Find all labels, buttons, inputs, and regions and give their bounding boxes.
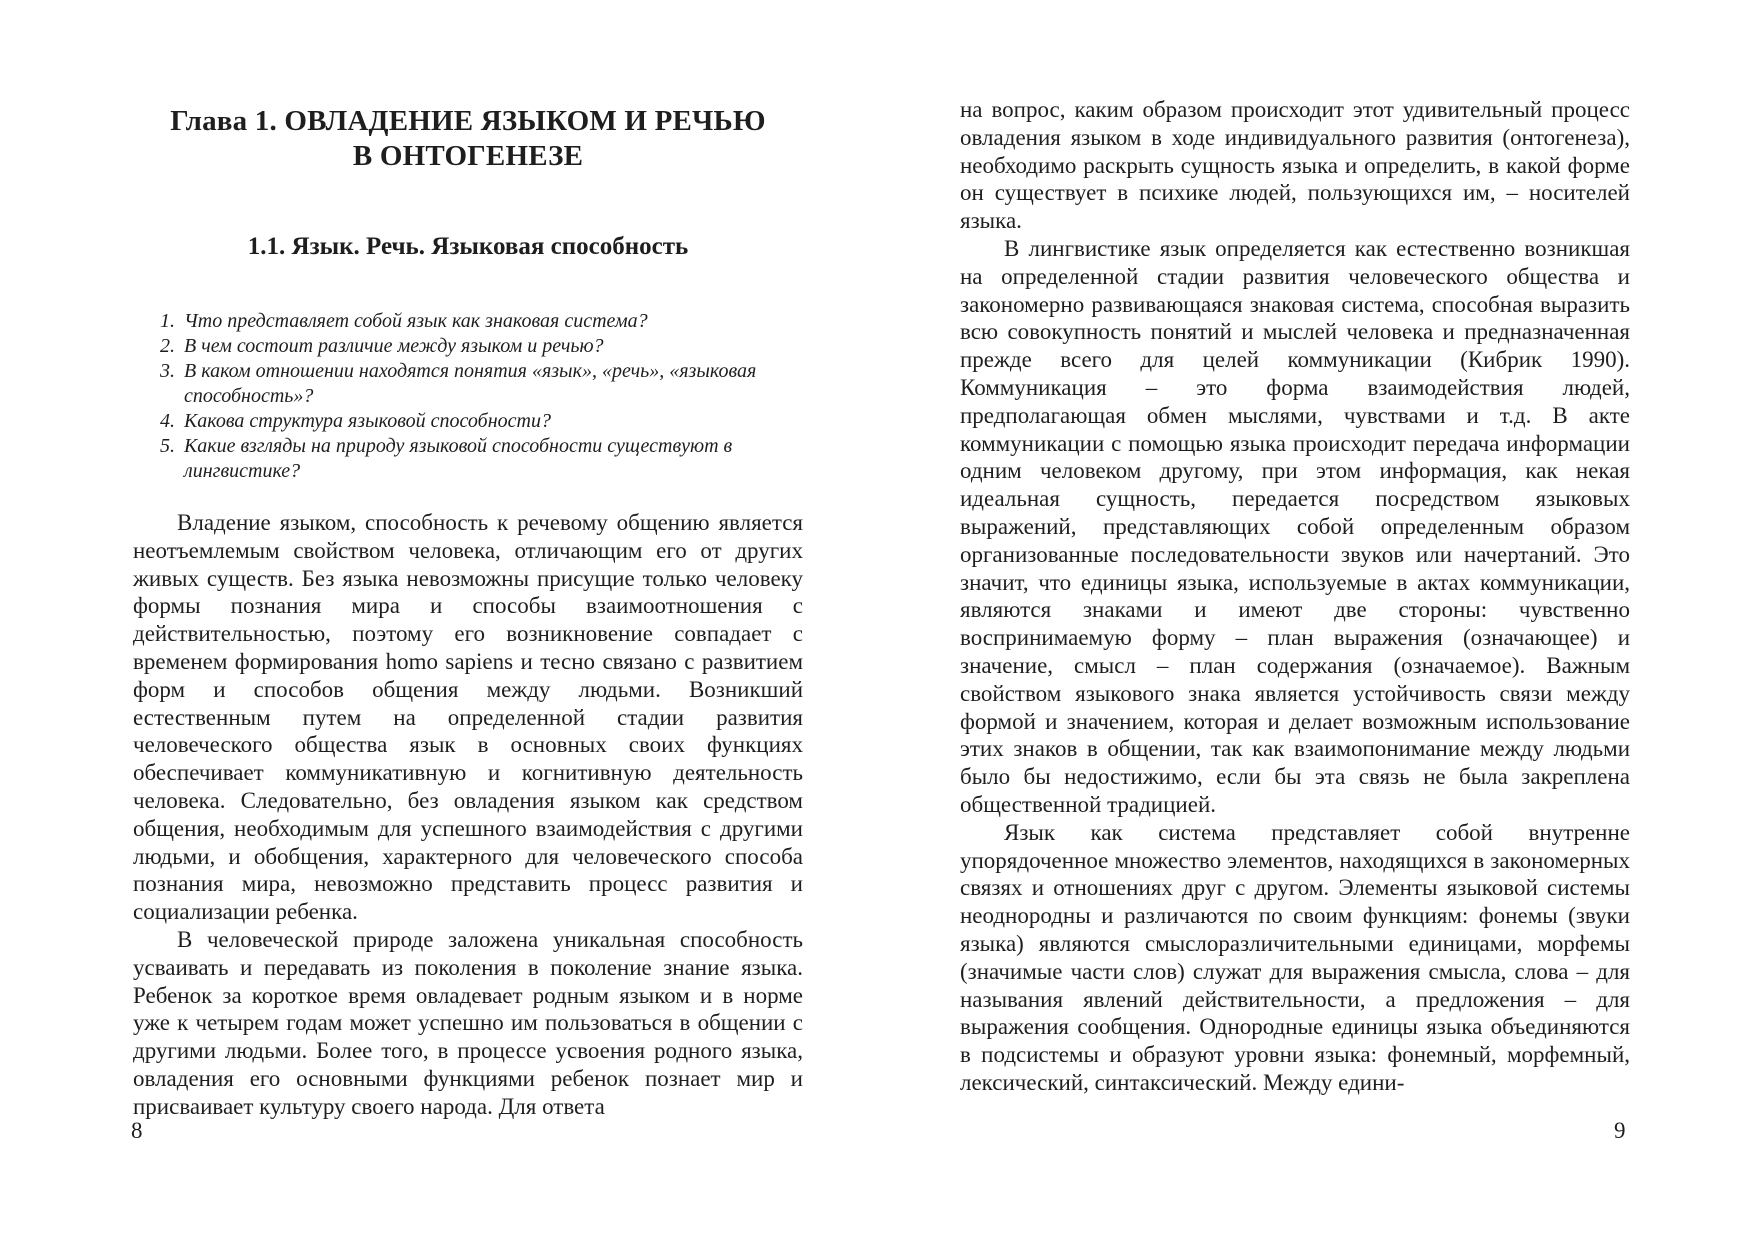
- chapter-title-line-2: В ОНТОГЕНЕЗЕ: [352, 140, 584, 172]
- chapter-title: [133, 104, 803, 174]
- left-page-body: [133, 509, 803, 1121]
- page-number-right: 9: [1614, 1118, 1626, 1143]
- question-item: 5. Какие взгляды на природу языковой способности существуют в лингвистике?: [180, 434, 803, 484]
- section-title: 1.1. Язык. Речь. Языковая способность: [247, 233, 689, 260]
- question-item: 4. Какова структура языковой способности?: [180, 409, 803, 434]
- body-paragraph: Владение языком, способность к речевому общению является неотъемлемым свойством человека, отличающим его от других живых существ. Без языка невозможны присущие только человеку формы познания мира и способы взаимоотношения с действительностью, поэтому его возникновение совпадает с временем формирования homo sapiens и тесно связано с развитием форм и способов общения между людьми. Возникший естественным путем на определенной стадии развития человеческого общества язык в основных своих функциях обеспечивает коммуникативную и когнитивную деятельность человека. Следовательно, без овладения языком как средством общения, необходимым для успешного взаимодействия с другими людьми, и обобщения, характерного для человеческого способа познания мира, невозможно представить процесс развития и социализации ребенка.: [133, 510, 803, 925]
- review-questions-list: [133, 309, 803, 484]
- right-page-body: [960, 96, 1630, 1097]
- left-page: [0, 0, 877, 1240]
- question-item: 3. В каком отношении находятся понятия «язык», «речь», «языковая способность»?: [180, 359, 803, 409]
- body-paragraph: В человеческой природе заложена уникальная способность усваивать и передавать из поколения в поколение знание языка. Ребенок за короткое время овладевает родным языком и в норме уже к четырем годам может успешно им пользоваться в общении с другими людьми. Более того, в процессе усвоения родного языка, овладения его основными функциями ребенок познает мир и присваивает культуру своего народа. Для ответа: [133, 926, 803, 1119]
- chapter-title-line-1: Глава 1. ОВЛАДЕНИЕ ЯЗЫКОМ И РЕЧЬЮ: [170, 105, 766, 137]
- body-paragraph: Язык как система представляет собой внутренне упорядоченное множество элементов, находящихся в закономерных связях и отношениях друг с другом. Элементы языковой системы неоднородны и различаются по своим функциям: фонемы (звуки языка) являются смыслоразличительными единицами, морфемы (значимые части слов) служат для выражения смысла, слова – для называния явлений действительности, а предложения – для выражения сообщения. Однородные единицы языка объединяются в подсистемы и образуют уровни языка: фонемный, морфемный, лексический, синтаксический. Между едини-: [960, 819, 1630, 1095]
- continuation-paragraph: на вопрос, каким образом происходит этот удивительный процесс овладения языком в ходе индивидуального развития (онтогенеза), необходимо раскрыть сущность языка и определить, в какой форме он существует в психике людей, пользующихся им, – носителей языка.: [960, 97, 1630, 234]
- page-number-left: 8: [131, 1118, 143, 1143]
- left-page-column: [133, 104, 803, 1121]
- question-item: 2. В чем состоит различие между языком и речью?: [180, 334, 803, 359]
- body-paragraph: В лингвистике язык определяется как естественно возникшая на определенной стадии развития человеческого общества и закономерно развивающаяся знаковая система, способная выразить всю совокупность понятий и мыслей человека и предназначенная прежде всего для целей коммуникации (Кибрик 1990). Коммуникация – это форма взаимодействия людей, предполагающая обмен мыслями, чувствами и т.д. В акте коммуникации с помощью языка происходит передача информации одним человеком другому, при этом информация, как некая идеальная сущность, передается посредством языковых выражений, представляющих собой определенным образом организованные последовательности звуков или начертаний. Это значит, что единицы языка, используемые в актах коммуникации, являются знаками и имеют две стороны: чувственно воспринимаемую форму – план выражения (означающее) и значение, смысл – план содержания (означаемое). Важным свойством языкового знака является устойчивость связи между формой и значением, которая и делает возможным использование этих знаков в общении, так как взаимопонимание между людьми было бы недостижимо, если бы эта связь не была закреплена общественной традицией.: [960, 235, 1630, 817]
- question-item: 1. Что представляет собой язык как знаковая система?: [180, 309, 803, 334]
